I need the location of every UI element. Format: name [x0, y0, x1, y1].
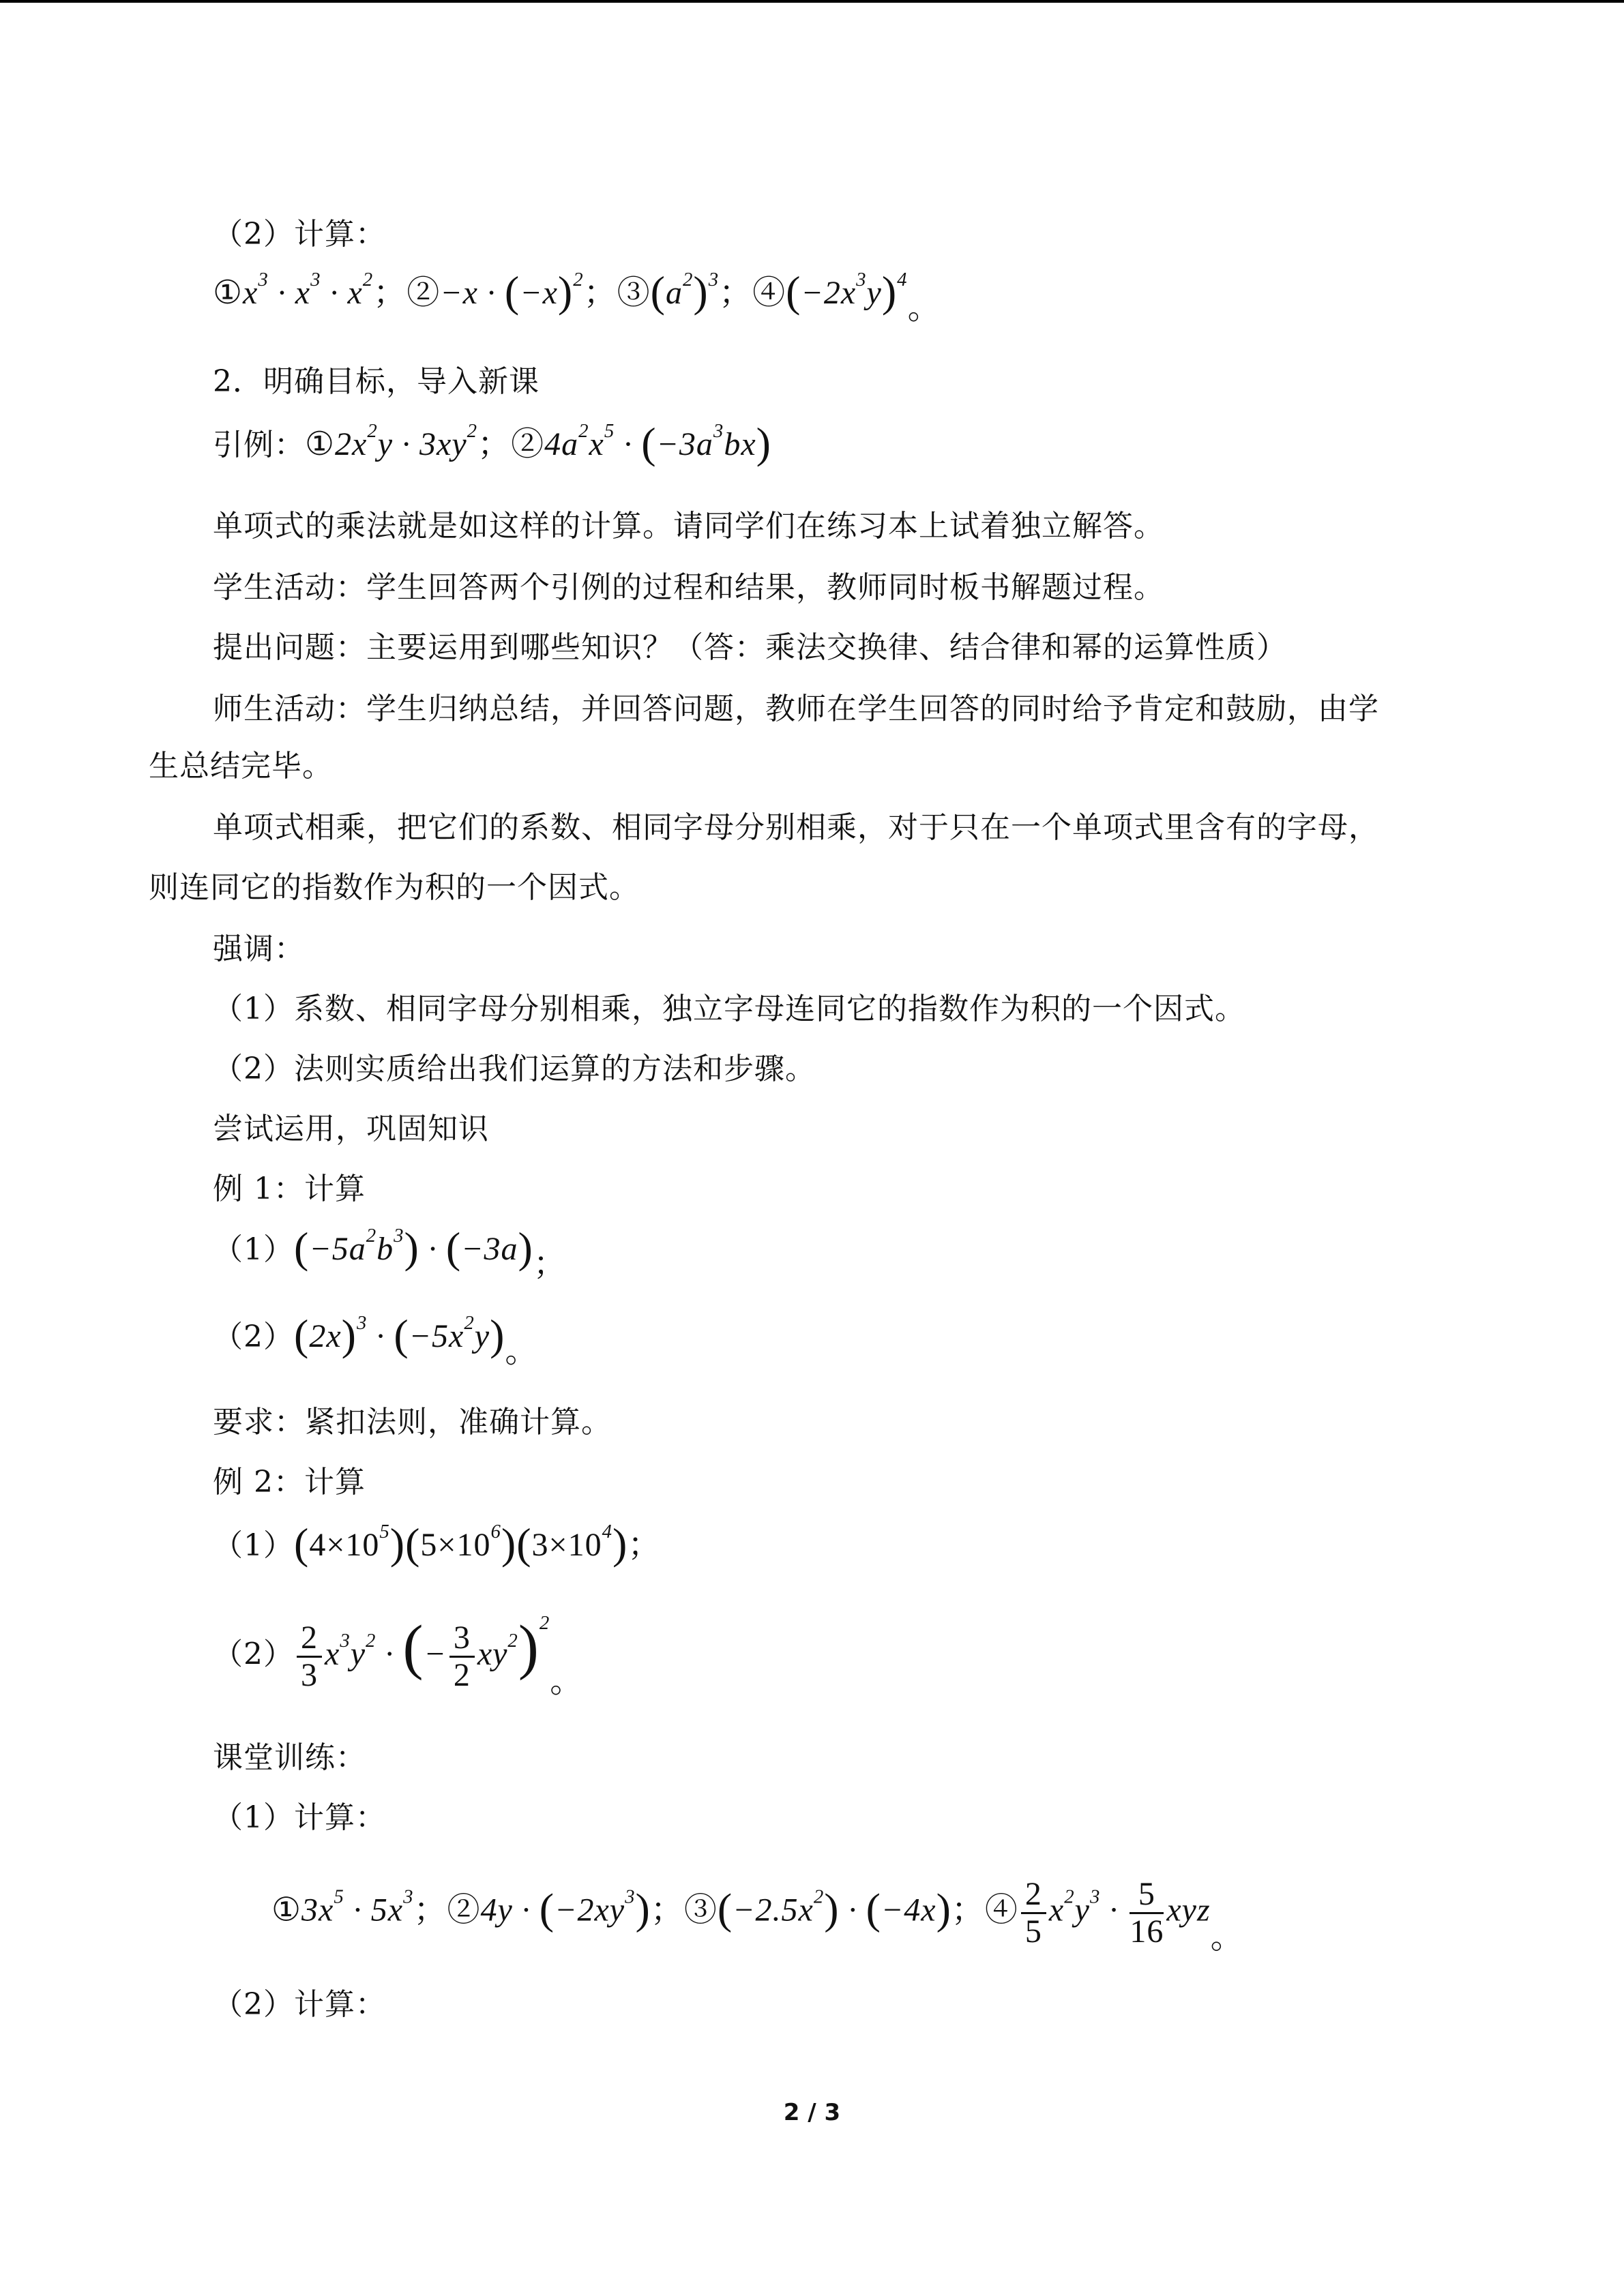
- text-line: 学生活动：学生回答两个引例的过程和结果，教师同时板书解题过程。: [213, 570, 1164, 605]
- text-line: 例 2：计算: [213, 1465, 366, 1500]
- item-label: （2）: [213, 1320, 294, 1354]
- text-line: 则连同它的指数作为积的一个因式。: [149, 870, 640, 905]
- text-line: （2）计算：: [213, 217, 386, 252]
- text-line: 单项式的乘法就是如这样的计算。请同学们在练习本上试着独立解答。: [213, 509, 1164, 543]
- practice-formulas: $①3x^5 \cdot 5x^3$；②4y · $(-2xy^3)$；$③(-2.5x^2) \cdot (-4x)$；④ $\frac{2}{5}$ $x^2y^3$ · $\frac{5}{16}$ xyz。: [271, 1876, 1244, 1956]
- item-label: （2）: [213, 1637, 294, 1672]
- text-line: （2）计算：: [213, 1987, 386, 2022]
- text-line: 提出问题：主要运用到哪些知识？（答：乘法交换律、结合律和幂的运算性质）: [213, 630, 1287, 665]
- text-line: 师生活动：学生归纳总结，并回答问题，教师在学生回答的同时给予肯定和鼓励，由学: [213, 691, 1379, 726]
- top-rule: [0, 0, 1624, 3]
- example-1-part-2: [213, 1311, 539, 1372]
- text-line: 要求：紧扣法则，准确计算。: [213, 1405, 612, 1440]
- formula: $(4\times 10^5)(5\times 10^6)(3\times 10^4)$；: [294, 1519, 662, 1568]
- item-label: （1）: [213, 1528, 294, 1563]
- page-number: 2 / 3: [783, 2099, 841, 2126]
- example-1-part-1: [213, 1223, 567, 1285]
- formula: $\frac{2}{3}$ $x^3y^2$ · (− $\frac{3}{2}$ $xy^2)^2$。: [294, 1636, 583, 1672]
- text-line: （2）法则实质给出我们运算的方法和步骤。: [213, 1052, 816, 1086]
- item-label: （1）: [213, 1232, 294, 1267]
- text-line: 强调：: [213, 931, 305, 966]
- example-formula: $①2x^2y \cdot 3xy^2$；$②4a^2x^5 \cdot (-3a^3bx)$: [305, 419, 771, 467]
- formula: $(2x)^3 \cdot (-5x^2y)$。: [294, 1311, 539, 1369]
- example-2-part-2: [213, 1611, 584, 1702]
- text-line: 单项式相乘，把它们的系数、相同字母分别相乘，对于只在一个单项式里含有的字母，: [213, 810, 1379, 845]
- text-line: （1）计算：: [213, 1800, 386, 1835]
- example-2-part-1: [213, 1519, 662, 1568]
- math-line-powers: $①x^3 \cdot x^3 \cdot x^2$；②−x · $(-x)^2$；$③(a^2)^3$；$④(-2x^3y)^4$。: [213, 267, 941, 326]
- section-heading: 2．明确目标，导入新课: [213, 364, 540, 399]
- text-line: 课堂训练：: [213, 1740, 366, 1775]
- text-line: （1）系数、相同字母分别相乘，独立字母连同它的指数作为积的一个因式。: [213, 992, 1245, 1026]
- example-line: [213, 419, 771, 467]
- text-line: 尝试运用，巩固知识: [213, 1112, 489, 1146]
- example-label: 引例：: [213, 428, 305, 462]
- text-line: 例 1：计算: [213, 1172, 366, 1206]
- formula: $(-5a^2b^3) \cdot (-3a)$；: [294, 1223, 567, 1282]
- text-line: 生总结完毕。: [149, 749, 333, 784]
